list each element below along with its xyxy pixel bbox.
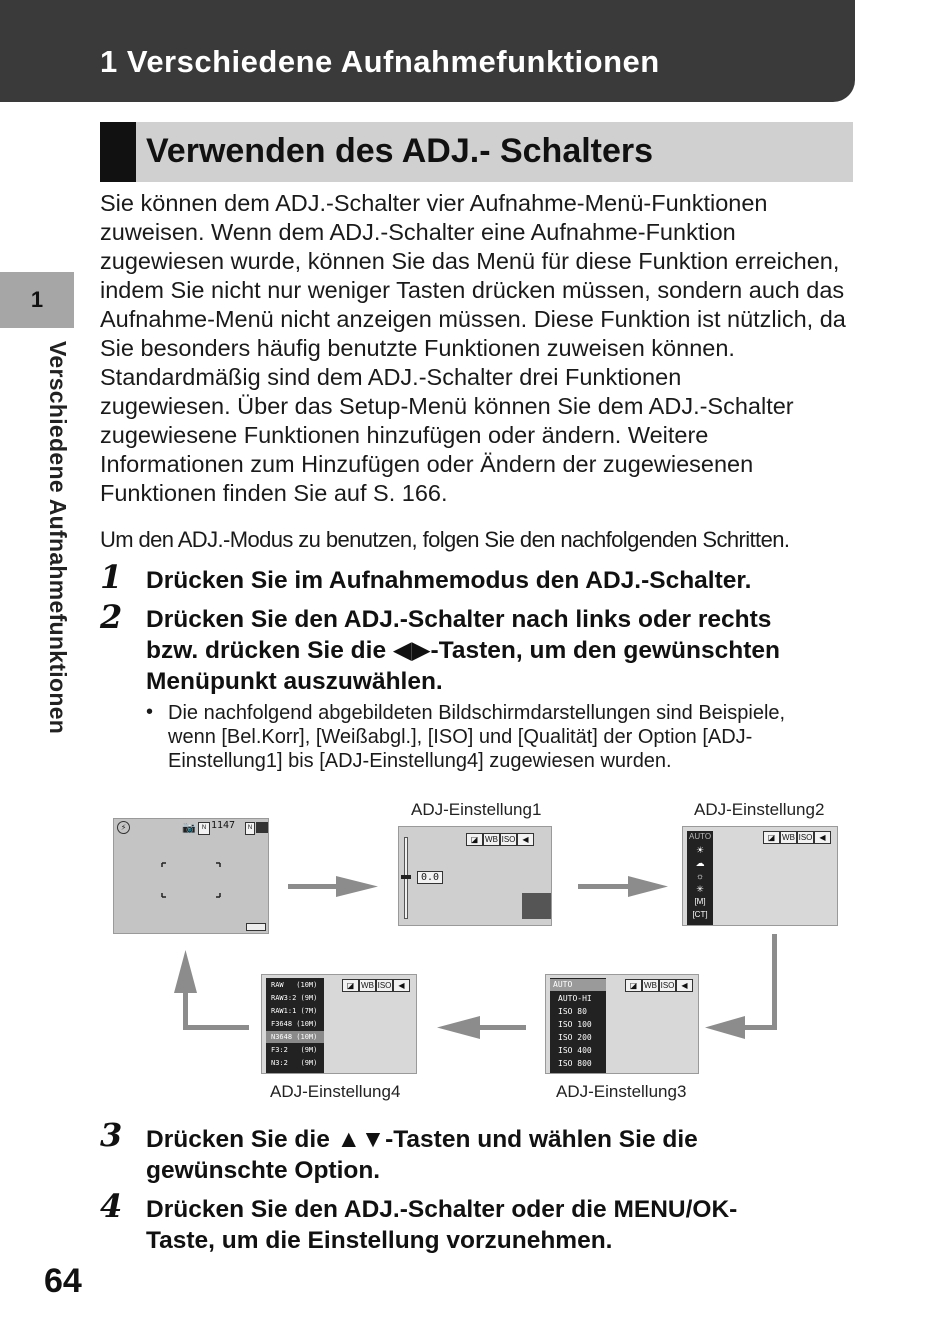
step-number: 4	[100, 1187, 123, 1225]
arrow-right-2	[578, 884, 630, 889]
intro-line: zugewiesene Funktionen hinzufügen oder ändern. Weitere	[100, 422, 709, 448]
intro-line: indem Sie nicht nur weniger Tasten drücken müssen, sondern auch das	[100, 277, 845, 303]
iso-option[interactable]: ISO 400	[558, 1046, 592, 1055]
exposure-comp-icon: ◪	[466, 833, 483, 846]
intro-line: zugewiesen. Über das Setup-Menü können Sie dem ADJ.-Schalter	[100, 393, 794, 419]
quality-option[interactable]: F3:2 (9M)	[271, 1046, 318, 1054]
iso-icon: ISO	[660, 981, 675, 990]
arrow-elbow-1-h	[742, 1025, 777, 1030]
step-text	[146, 565, 751, 596]
arrow-right-1	[288, 884, 338, 889]
intro-line: zugewiesen wurde, können Sie das Menü für diese Funktion erreichen,	[100, 248, 840, 274]
quality-icon: ◀	[393, 979, 410, 992]
iso-option[interactable]: ISO 100	[558, 1020, 592, 1029]
step-line: Taste, um die Einstellung vorzunehmen.	[146, 1227, 613, 1254]
arrow-elbow-2-h	[183, 1025, 249, 1030]
bullet-line: Einstellung1] bis [ADJ-Einstellung4] zugewiesen wurden.	[168, 750, 672, 772]
quality-option[interactable]: RAW1:1 (7M)	[271, 1007, 318, 1015]
chapter-side-label: Verschiedene Aufnahmefunktionen	[45, 341, 71, 735]
step-text	[146, 1194, 737, 1256]
quality-option[interactable]: RAW3:2 (9M)	[271, 994, 318, 1002]
chapter-title: 1 Verschiedene Aufnahmefunktionen	[100, 44, 660, 79]
section-title-band	[100, 122, 853, 182]
quality-icon: ◀	[517, 833, 534, 846]
wb-option[interactable]: [CT]	[692, 910, 708, 919]
iso-option[interactable]: AUTO-HI	[558, 994, 592, 1003]
step-number: 1	[100, 558, 123, 596]
quality-option[interactable]: RAW (10M)	[271, 981, 318, 989]
section-marker	[100, 122, 136, 182]
intro-paragraph	[100, 189, 870, 508]
arrow-elbow-2-v	[183, 990, 188, 1030]
chapter-tab	[0, 272, 74, 328]
iso-option[interactable]: ISO 200	[558, 1033, 592, 1042]
bullet-dot: •	[146, 701, 154, 723]
arrow-elbow-2-head	[174, 950, 197, 993]
step-line: gewünschte Option.	[146, 1157, 381, 1184]
bullet-line: Die nachfolgend abgebildeten Bildschirmdarstellungen sind Beispiele,	[168, 702, 786, 724]
arrow-right-2-head	[628, 876, 668, 897]
remaining-shots: 1147	[211, 820, 236, 831]
iso-icon: ISO	[501, 835, 516, 844]
steps-lead: Um den ADJ.-Modus zu benutzen, folgen Sie den nachfolgenden Schritten.	[100, 527, 790, 552]
caption-adj2: ADJ-Einstellung2	[694, 800, 825, 819]
quality-option[interactable]: F3648 (10M)	[271, 1020, 318, 1028]
wb-option[interactable]: ✳	[696, 884, 704, 894]
quality-icon: ◀	[676, 979, 693, 992]
step-number: 2	[100, 598, 123, 636]
step-number: 3	[100, 1116, 123, 1154]
caption-adj3: ADJ-Einstellung3	[556, 1082, 687, 1101]
exposure-value: 0.0	[417, 871, 443, 884]
step-line: bzw. drücken Sie die ◀▶-Tasten, um den gewünschten	[146, 637, 780, 664]
caption-adj4: ADJ-Einstellung4	[270, 1082, 401, 1101]
step-line: Drücken Sie den ADJ.-Schalter oder die MENU/OK-	[146, 1196, 738, 1223]
white-balance-icon: WB	[483, 833, 500, 846]
step-line: Drücken Sie im Aufnahmemodus den ADJ.-Schalter.	[146, 567, 752, 594]
step-line: Drücken Sie die ▲▼-Tasten und wählen Sie die	[146, 1126, 698, 1153]
intro-line: Sie können dem ADJ.-Schalter vier Aufnahme-Menü-Funktionen	[100, 190, 768, 216]
camera-icon: 📷	[182, 822, 196, 834]
intro-line: Informationen zum Hinzufügen oder Ändern der zugewiesenen	[100, 451, 754, 477]
exposure-comp-icon: ◪	[342, 979, 359, 992]
page-number: 64	[44, 1262, 82, 1300]
image-size-icon: N	[245, 822, 255, 835]
quality-option-selected[interactable]: N3648 (10M)	[266, 1031, 324, 1043]
flash-icon: ⚡	[117, 821, 130, 834]
white-balance-icon: WB	[780, 831, 797, 844]
wb-option[interactable]: ☀	[695, 845, 705, 855]
iso-icon: ISO	[377, 981, 392, 990]
intro-line: Aufnahme-Menü nicht anzeigen müssen. Diese Funktion ist nützlich, da	[100, 306, 846, 332]
bullet-line: wenn [Bel.Korr], [Weißabgl.], [ISO] und [Qualität] der Option [ADJ-	[168, 726, 753, 748]
step-text	[146, 604, 780, 697]
step-line: Drücken Sie den ADJ.-Schalter nach links oder rechts	[146, 606, 772, 633]
wb-option[interactable]: [M]	[694, 897, 706, 906]
arrow-left-1	[478, 1025, 526, 1030]
bullet-note	[168, 701, 858, 773]
intro-line: zuweisen. Wenn dem ADJ.-Schalter eine Aufnahme-Funktion	[100, 219, 736, 245]
arrow-elbow-1-head	[705, 1016, 745, 1039]
intro-line: Standardmäßig sind dem ADJ.-Schalter drei Funktionen	[100, 364, 682, 390]
iso-option[interactable]: ISO 80	[558, 1007, 587, 1016]
arrow-left-1-head	[437, 1016, 480, 1039]
intro-line: Sie besonders häufig benutzte Funktionen zuweisen können.	[100, 335, 735, 361]
intro-line: Funktionen finden Sie auf S. 166.	[100, 480, 448, 506]
quality-icon: N	[198, 822, 210, 835]
wb-option[interactable]: AUTO	[689, 832, 712, 841]
iso-option[interactable]: ISO 800	[558, 1059, 592, 1068]
arrow-elbow-1-v	[772, 934, 777, 1030]
iso-option[interactable]: AUTO	[550, 979, 606, 991]
wb-option[interactable]: ☁	[695, 858, 705, 868]
arrow-right-1-head	[336, 876, 378, 897]
white-balance-icon: WB	[359, 979, 376, 992]
wb-option[interactable]: ☼	[695, 871, 705, 881]
section-title: Verwenden des ADJ.- Schalters	[146, 132, 654, 170]
diagram-arrows	[0, 780, 950, 1100]
step-line: Menüpunkt auszuwählen.	[146, 668, 443, 695]
step-text	[146, 1124, 698, 1186]
quality-option[interactable]: N3:2 (9M)	[271, 1059, 318, 1067]
white-balance-icon: WB	[642, 979, 659, 992]
caption-adj1: ADJ-Einstellung1	[411, 800, 542, 819]
exposure-comp-icon: ◪	[763, 831, 780, 844]
chapter-tab-number: 1	[30, 287, 44, 312]
quality-icon: ◀	[814, 831, 831, 844]
exposure-comp-icon: ◪	[625, 979, 642, 992]
iso-icon: ISO	[798, 833, 813, 842]
